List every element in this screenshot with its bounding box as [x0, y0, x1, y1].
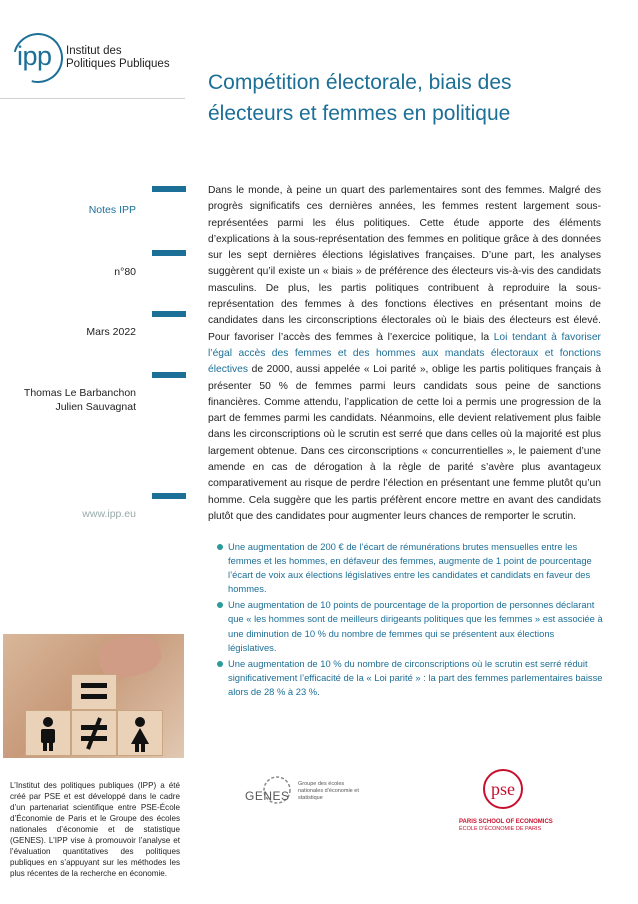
cube-left	[25, 710, 71, 756]
parity-law-link[interactable]: Loi tendant à favoriser l’égal accès des femmes et des hommes aux mandats électoraux et fonctions électives	[208, 331, 601, 376]
header-divider	[0, 98, 185, 99]
cube-middle	[71, 710, 117, 756]
pse-logo-icon	[480, 765, 526, 815]
genes-subtitle: Groupe des écoles nationales d’économie et statistique	[298, 781, 359, 801]
key-finding-3-text: Une augmentation de 10 % du nombre de circonscriptions où le scrutin est serré réduit significativement l’efficacité de la « Loi parité » : la part des femmes parlementaires baisse alors de 28 % à 23 %.	[228, 657, 603, 697]
bullet-icon	[217, 661, 223, 667]
ipp-logo: ipp	[17, 41, 52, 71]
website-link[interactable]: www.ipp.eu	[82, 508, 136, 520]
title-line1: Compétition électorale, biais des	[208, 71, 512, 94]
gender-inequality-photo	[3, 634, 184, 758]
meta-rule-series	[152, 186, 186, 192]
summary-text-part2: de 2000, aussi appelée « Loi parité », oblige les partis politiques français à présenter 50 % de femmes parmi leurs candidats sous peine de sanctions financières. Comme attendu, l’application de cette loi a permis une progression de la part de femmes parmi les candidats. Néanmoins, elle devient relativement plus faible dans les circonscriptions où le scrutin est serré que dans celles où la majorité est plus largement obtenue. Dans ces circonscriptions « concurrentielles », le paiement d’une amende en cas de dérogation à la règle de parité s’avère plus avantageux comparativement au risque de perdre l’élection en présentant une femme plutôt qu’un homme. Cela suggère que les partis préfèrent encore mettre en avant des candidats plutôt que des candidates pour augmenter leurs chances de remporter le scrutin.	[208, 364, 601, 522]
genes-logo: GENES	[245, 789, 290, 803]
woman-icon	[118, 711, 162, 755]
meta-rule-number	[152, 250, 186, 256]
equals-icon	[72, 675, 116, 709]
page-title	[208, 67, 618, 129]
cube-top	[71, 674, 117, 710]
publication-date: Mars 2022	[86, 326, 136, 338]
pse-logo-text: pse	[491, 779, 515, 799]
cube-right	[117, 710, 163, 756]
key-finding-1	[228, 540, 603, 596]
meta-rule-website	[152, 493, 186, 499]
bullet-icon	[217, 602, 223, 608]
key-finding-1-text: Une augmentation de 200 € de l’écart de rémunérations brutes mensuelles entre les femmes et les hommes, en défaveur des femmes, augmente de 1 point de pourcentage l’écart de voix aux élections législatives entre les candidates et candidats en faveur des hommes.	[228, 541, 592, 595]
key-finding-2-text: Une augmentation de 10 points de pourcentage de la proportion de personnes déclarant que « les hommes sont de meilleurs dirigeants politiques que les femmes » est associée à une diminution de 10 % du nombre de femmes qui se présentent aux élections législatives.	[228, 599, 603, 653]
institute-name-line2: Politiques Publiques	[66, 58, 170, 70]
author-1: Thomas Le Barbanchon	[23, 387, 136, 399]
not-equal-icon	[72, 711, 116, 755]
institute-description: L’Institut des politiques publiques (IPP) a été créé par PSE et est développé dans le cadre d’un partenariat scientifique entre PSE-École d’Économie de Paris et le Groupe des écoles nationales d’économie et de statistique (GENES). L’IPP vise à promouvoir l’analyse et l’évaluation quantitatives des politiques publiques en s’appuyant sur les méthodes les plus récentes de la recherche en économie.	[10, 781, 180, 878]
series-label: Notes IPP	[88, 204, 136, 216]
summary-paragraph	[208, 183, 601, 525]
note-number: n°80	[114, 266, 136, 278]
key-finding-3	[228, 657, 603, 699]
institute-name-line1: Institut des	[66, 45, 122, 57]
author-2: Julien Sauvagnat	[55, 401, 136, 413]
summary-text-part1: Dans le monde, à peine un quart des parlementaires sont des femmes. Malgré des progrès significatifs ces dernières années, les femmes restent largement sous-représentées parmi les élus politiques. Cette étude apporte des éléments d’explications à la sous-représentation des femmes en politique grâce à des données sur les sept dernières élections législatives françaises. D’une part, les analyses suggèrent qu’il existe un « biais » de préférence des électeurs vis-à-vis des candidats masculins. De plus, les partis politiques contribuent à reproduire la sous-représentation des femmes à des fonctions électives en présentant moins de candidates dans les circonscriptions électorales où le biais des électeurs est élevé. Pour favoriser l’accès des femmes à l’exercice politique, la	[208, 185, 601, 343]
key-findings-list	[228, 540, 603, 701]
pse-name-en: PARIS SCHOOL OF ECONOMICS	[459, 819, 553, 825]
meta-rule-authors	[152, 372, 186, 378]
man-icon	[26, 711, 70, 755]
meta-rule-date	[152, 311, 186, 317]
pse-name-fr: ÉCOLE D’ÉCONOMIE DE PARIS	[459, 826, 542, 832]
key-finding-2	[228, 598, 603, 654]
title-line2: électeurs et femmes en politique	[208, 102, 511, 125]
bullet-icon	[217, 544, 223, 550]
